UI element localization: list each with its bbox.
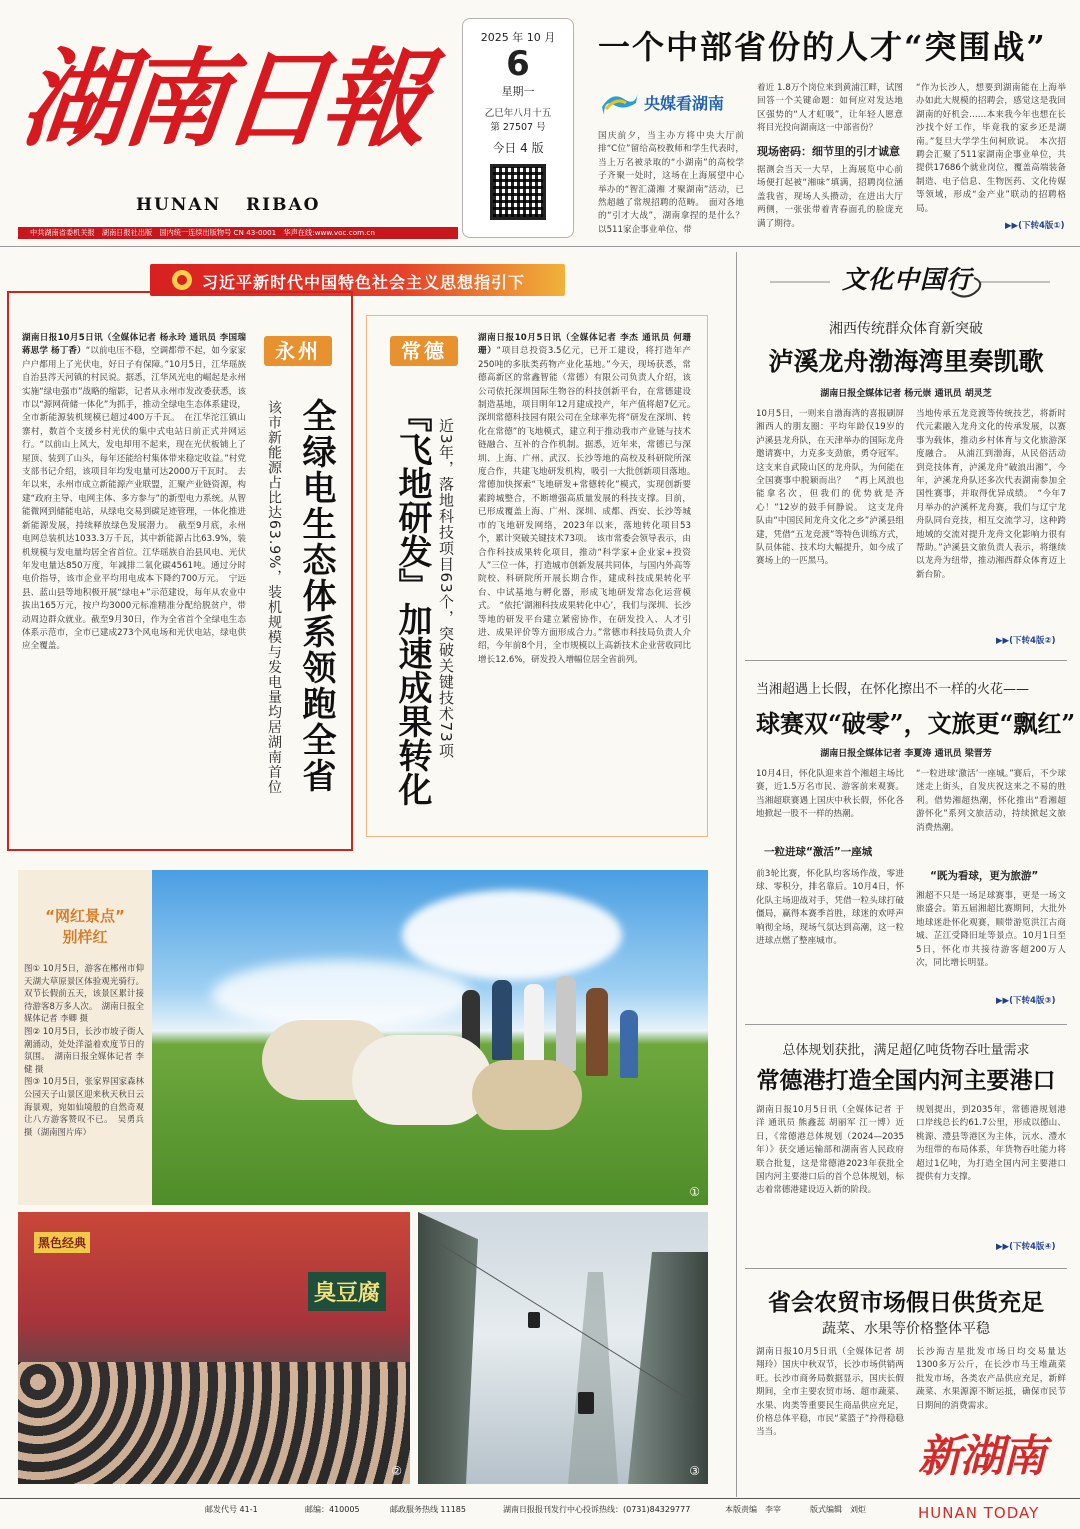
- date-weekday: 星期一: [501, 85, 535, 98]
- crowd-shape: [18, 1362, 410, 1484]
- port-headline[interactable]: 常德港打造全国内河主要港口: [756, 1067, 1056, 1094]
- market-col1: 湖南日报10月5日讯（全媒体记者 胡翔玲）国庆中秋双节，长沙市场供销两旺。长沙市商务局数据显示，国庆长假期间，全市主要农贸市场、超市蔬菜、水果、肉类等重要民生商品供应充足，价格总体平稳，市民“菜篮子”拎得稳稳当当。: [756, 1347, 904, 1438]
- market-subhead: 蔬菜、水果等价格整体平稳: [822, 1321, 990, 1337]
- culture-logo: 文化中国行: [842, 265, 973, 294]
- building-sign: 黑色经典: [34, 1232, 90, 1253]
- date-lunar: 乙巳年八月十五: [484, 108, 552, 119]
- culture-headline[interactable]: 泸溪龙舟渤海湾里奏凯歌: [768, 347, 1044, 376]
- masthead-strip: 中共湖南省委机关报 湖南日报社出版 国内统一连续出版物号 CN 43-0001 华声在线:www.voc.com.cn: [18, 227, 458, 239]
- huaihua-col2b: 湘超不只是一场足球赛事，更是一场文旅盛会。第五届湘超比赛期间，大批外地球迷赴怀化观赛，顺带游览洪江古商城、芷江受降旧址等景点。10月1日至5日，怀化市共接待游客超200万人次，同比增长明显。: [916, 891, 1066, 969]
- banner-text: 习近平新时代中国特色社会主义思想指引下: [202, 273, 526, 292]
- photo-caption: 图① 10月5日，游客在郴州市仰天湖大草原景区体验观光骑行。双节长假前五天，该景区累计接待游客8万多人次。 湖南日报全媒体记者 李卿 摄 图② 10月5日，长沙市坡子街人潮涌动，处处洋溢着欢度节日的氛围。 湖南日报全媒体记者 李健 摄 图③ 10月5日，张家界国家森林公园天子山景区迎来秋天秋日云海景观，宛如仙境般的自然奇观让八方游客赞叹不已。 吴勇兵 摄（湖南图片库）: [24, 963, 144, 1137]
- date-block: [462, 18, 574, 238]
- culture-divider: [745, 660, 1067, 661]
- lead-col1: 国庆前夕，当主办方将中央大厅前排“C位”留给高校教师和学生代表时，当上万名被录取的“小湖南”的高校学子齐聚一处时，这场在上海展望中心举办的“智汇潇湘 才聚湖南”活动，已然超越了常规招聘的范畴。 面对各地的“引才大战”，湖南拿捏的是什么？以511家企事业单位、带: [598, 131, 744, 235]
- changde-byline: 湖南日报10月5日讯（全媒体记者 李杰 通讯员 何珊珊）: [478, 333, 691, 357]
- lead-column-badge: [600, 85, 745, 119]
- footer-postal-code: 邮发代号 41-1: [205, 1505, 258, 1514]
- lead-col2b: 据测会当天一大早，上海展览中心前场便打起被“湘味”填满，招聘岗位涵盖我省，现场人头攒动，在进出大厅两侧，一张张带着青春面孔的脸庞充满了期待。: [757, 165, 903, 229]
- yongzhou-byline: 湖南日报10月5日讯（全媒体记者 杨永玲 通讯员 李国瑞 蒋思学 杨丁香）: [22, 333, 246, 357]
- port-col2: 规划提出，到2035年，常德港规划港口岸线总长约61.7公里，形成以德山、桃源、澧县等港区为主体，沅水、澧水为纽带的布局体系，年货物吞吐能力将超过1亿吨，为打造全国内河主要港口提供有力支撑。: [916, 1105, 1066, 1183]
- footer-hotline: 邮政服务热线 11185: [390, 1505, 466, 1514]
- culture-more-link[interactable]: ▶▶(下转4版②): [996, 636, 1056, 646]
- yongzhou-title[interactable]: 全绿电生态体系领跑全省: [296, 398, 336, 794]
- changde-text: “项目总投资3.5亿元，已开工建设，将打造年产250吨的多肽类药物产业化基地。”今天，现场获悉，常德高新区的常鑫智能（常德）有限公司负责人介绍，该公司依托深圳国际生物谷的科技创新平台，在常德建设制造基地，项目明年12月建成投产，年产值将超7亿元。 深圳常德科技园有限公司在全球率先将“研发在深圳、转化在常德”的飞地模式，建立利于推动我市产业链与技术链融合、互补的合作机制。据悉，近年来，常德已与深圳、上海、广州、武汉、长沙等地的高校及科研院所深度合作，共建飞地研发机构，吸引一大批创新项目落地。 常德加快探索“飞地研发+常德转化”模式，实现创新要素跨城整合，不断增强高质量发展的科技支撑。目前，已形成覆盖上海、广州、深圳、成都、西安、长沙等城市的飞地研发网络，2023年以来，落地转化项目53个，累计突破关键技术73项。 该市常委会领导表示，由合作科技成果转化项目，推动“科学家+企业家+投资人”三位一体，打造城市创新发展共同体，与国内外高等院校、科研院所开展长期合作，建成科技成果转化平台、中试基地与孵化器，形成飞地研发常态化运营模式。 “依托‘湖湘科技成果转化中心’，我们与深圳、长沙等地的研发平台建立紧密协作，在研发投入、人才引进、成果评价等方面形成合力。”常德市科技局负责人介绍，今年前8个月，全市规模以上高新技术企业营收同比增长12.6%，研发投入增幅位居全省前列。: [478, 346, 700, 665]
- culture-swirl-icon: [770, 262, 1050, 302]
- lead-headline[interactable]: 一个中部省份的人才“突围战”: [598, 28, 1047, 66]
- market-headline[interactable]: 省会农贸市场假日供货充足: [768, 1289, 1044, 1316]
- alpaca-shape: [472, 1060, 582, 1130]
- cloud-shape: [402, 890, 622, 980]
- footer-zip: 邮编：410005: [305, 1505, 360, 1514]
- lead-col2: 着近 1.8万个岗位来到黄浦江畔，试图回答一个关键命题：如何应对发达地区强势的“人才虹吸”，让年轻人愿意将目光投向湖南这一中部省份？: [757, 83, 903, 134]
- masthead-pinyin-right: RIBAO: [246, 195, 321, 215]
- masthead-logo: 湖南日報: [16, 36, 430, 161]
- photo-number-2: ②: [391, 1464, 402, 1478]
- ribbon-icon: [600, 87, 640, 117]
- footer-layout-editor: 版式编辑 刘炬: [810, 1505, 866, 1514]
- masthead-divider: [0, 246, 1080, 247]
- huaihua-headline[interactable]: 球赛双“破零”，文旅更“飘红”: [756, 709, 1076, 738]
- peak-shape: [418, 1212, 478, 1484]
- photo-tag-line1: “网红景点”: [45, 907, 125, 925]
- yongzhou-subtitle: 该市新能源占比达63.9%，装机规模与发电量均居湖南首位: [266, 400, 282, 795]
- photo-number-3: ③: [689, 1464, 700, 1478]
- footer-editor: 本版责编 李宰: [725, 1505, 781, 1514]
- banner-emblem-icon: [170, 268, 194, 292]
- footer-rule: [0, 1498, 1080, 1499]
- right-column-divider: [736, 252, 737, 1497]
- huaihua-col1: 10月4日，怀化队迎来首个湘超主场比赛，近1.5万名市民、游客前来观赛。当湘超联赛遇上国庆中秋长假，怀化各地掀起一股不一样的热潮。: [756, 769, 904, 820]
- photo-street[interactable]: [18, 1212, 410, 1484]
- new-hunan-logo-en: HUNAN TODAY: [918, 1504, 1040, 1522]
- culture-byline: 湖南日报全媒体记者 杨元崇 通讯员 胡灵芝: [820, 389, 992, 399]
- photo-mountains[interactable]: [418, 1212, 708, 1484]
- port-kicker: 总体规划获批，满足超亿吨货物吞吐量需求: [782, 1043, 1030, 1058]
- culture-kicker: 湘西传统群众体育新突破: [829, 321, 983, 337]
- changde-subtitle: 近3年，落地科技项目63个，突破关键技术73项: [437, 418, 455, 759]
- changde-tag: 常德: [390, 336, 458, 366]
- alpaca-shape: [352, 1035, 492, 1125]
- masthead-pinyin-left: HUNAN: [136, 195, 222, 215]
- new-hunan-logo[interactable]: 新湖南: [918, 1431, 1044, 1482]
- changde-title[interactable]: 『飞地研发』加速成果转化: [392, 398, 432, 806]
- huaihua-col1b: 前3轮比赛，怀化队均客场作战，零进球、零积分，排名靠后。10月4日，怀化队主场迎战对手，凭借一粒头球打破僵局，赢得本赛季首胜，球迷的欢呼声响彻全场，现场气氛达到高潮，这一粒进球点燃了整座城市。: [756, 869, 904, 947]
- photo-alpacas[interactable]: [152, 870, 708, 1205]
- photo-number-1: ①: [689, 1185, 700, 1199]
- market-col2: 长沙海吉星批发市场日均交易量达1300多万公斤，在长沙市马王堆蔬菜批发市场，各类农产品供应充足，新鲜蔬菜、水果源源不断运抵，确保市民节日期间的消费需求。: [916, 1347, 1066, 1411]
- huaihua-sub2: “既为看球，更为旅游”: [930, 870, 1039, 882]
- date-pages: 今日 4 版: [492, 141, 544, 155]
- lead-column-label: 央媒看湖南: [644, 94, 725, 113]
- port-more-link[interactable]: ▶▶(下转4版④): [996, 1242, 1056, 1252]
- peak-shape: [568, 1272, 618, 1484]
- lead-more-link[interactable]: ▶▶(下转4版①): [1005, 221, 1065, 231]
- culture-col1: 10月5日，一则来自渤海湾的喜报刷屏湘西人的朋友圈：平均年龄仅19岁的泸溪县龙舟队，在天津举办的国际龙舟邀请赛中，力克多支劲旅，勇夺冠军。这支来自武陵山区的龙舟队，为何能在全国赛事中脱颖而出？ “再上风浪也能拿名次，但我们的优势就是齐心！”12岁的鼓手何静说。 这支龙舟队由“中国民间龙舟文化之乡”泸溪县组建，凭借“五龙竞渡”等特色训练方式，队员体能、技术均大幅提升，如今成了赛场上的一匹黑马。: [756, 409, 904, 567]
- huaihua-kicker: 当湘超遇上长假，在怀化擦出不一样的火花——: [756, 682, 1030, 697]
- photo-tag-line2: 别样红: [62, 928, 108, 946]
- huaihua-col2a: “一粒进球‘激活’一座城。”赛后，不少球迷走上街头，自发庆祝这来之不易的胜利。借势湘超热潮，怀化推出“看湘超 游怀化”系列文旅活动，持续掀起文旅消费热潮。: [916, 769, 1066, 833]
- cable-car-icon: [528, 1312, 540, 1328]
- yongzhou-body: [22, 332, 246, 820]
- huaihua-byline: 湖南日报全媒体记者 李夏涛 通讯员 梁晋芳: [820, 749, 992, 759]
- yongzhou-tag: 永州: [264, 336, 332, 366]
- port-col1: 湖南日报10月5日讯（全媒体记者 于洋 通讯员 熊鑫蕊 胡丽军 江一博）近日，《常德港总体规划（2024—2035年）》获交通运输部和湖南省人民政府联合批复，这是常德港2023年获批全国内河主要港口后的首个总体规划，标志着常德港建设迈入新的阶段。: [756, 1105, 904, 1196]
- huaihua-more-link[interactable]: ▶▶(下转4版③): [996, 996, 1056, 1006]
- date-yearmonth: 2025 年 10 月: [480, 31, 556, 44]
- date-issue: 第 27507 号: [490, 122, 546, 133]
- port-divider: [745, 1268, 1067, 1269]
- huaihua-sub1: 一粒进球“激活”一座城: [764, 846, 873, 858]
- culture-col2: 当地传承五龙竞渡等传统技艺，将新时代元素融入龙舟文化的传承发展，以赛事为载体，推动乡村体育与文化旅游深度融合。 从浦江到渤海，从民俗活动到竞技体育，泸溪龙舟“破浪出湘”，今年，泸溪龙舟队还多次代表湖南参加全国性赛事，并取得优异成绩。 “今年7月举办的泸溪杯龙舟赛，我们与辽宁龙舟队同台竞技，相互交流学习，这种跨地域的交流对提升龙舟文化影响力很有帮助。”泸溪县文旅负责人表示，将继续以龙舟为纽带，推动湘西群众体育迈上新台阶。: [916, 409, 1066, 580]
- changde-body: [478, 332, 700, 820]
- footer-complaint: 湖南日报报刊发行中心投诉热线：(0731)84329777: [503, 1505, 691, 1514]
- lead-col3: “作为长沙人，想要到湖南能在上海举办如此大规模的招聘会，感觉这是我回湖南的好机会……本来我今年也想在长沙找个好工作，毕竟我的家乡还是湖南。”复旦大学学生何柯欣说。 本次招聘会汇聚了511家湖南企事业单位，共提供17686个就业岗位，覆盖高端装备制造、电子信息、生物医药、文化传媒等领域，形成“金产业”联动的招聘格局。: [916, 83, 1066, 214]
- date-day: 6: [506, 44, 530, 84]
- building-sign: 臭豆腐: [308, 1272, 386, 1311]
- yongzhou-text: “以前电压不稳，空调都带不起，如今家家户户都用上了光伏电，好日子有保障。”10月5日，江华瑶族自治县涔天河镇的村民说。据悉，江华风光电的崛起是永州实施“绿电强市”战略的缩影，记者从永州市发改委获悉，该市以“源网荷储一体化”为抓手，推动全绿电生态体系建设，全市新能源装机规模已超过400万千瓦。 在江华沱江镇山寨村，数首个支援乡村光伏的集中式电站日前正式并网运行。“以前山上风大，发电却用不起来，现在光伏板铺上了屋顶、装到了山头，每年还能给村集体带来稳定收益。”村党支部书记介绍，该项目年均发电量可达2000万千瓦时。 去年以来，永州市成立新能源产业联盟，汇聚产业链资源，构建“政府主导、电网主体、多方参与”的新型电力系统。从智能微网到储能电站，从绿电交易到碳足迹管理，一体化推进新能源发展，持续释放绿色发展潜力。 截至9月底，永州电网总装机达1033.3万千瓦，其中新能源占比63.9%，装机规模与发电量均居全省首位。江华瑶族自治县风电、光伏年发电量达850万度，年减排二氧化碳4561吨。通过分时电价指导，该市企业平均用电成本下降约700万元。 宁远县、蓝山县等地积极开展“绿电+”示范建设，每年从农业中拔出165万元，按户均3000元标准精准分配给脱贫户，带动周边群众就业。截至9月30日，作为全省首个全绿电生态体系示范市，全市已建成273个风电场和光伏电站，绿电供应全覆盖。: [22, 346, 247, 652]
- cable-car-icon: [578, 1392, 594, 1414]
- huaihua-divider: [745, 1024, 1067, 1025]
- lead-subhead: 现场密码：细节里的引才诚意: [757, 145, 900, 158]
- qr-code[interactable]: [490, 164, 546, 220]
